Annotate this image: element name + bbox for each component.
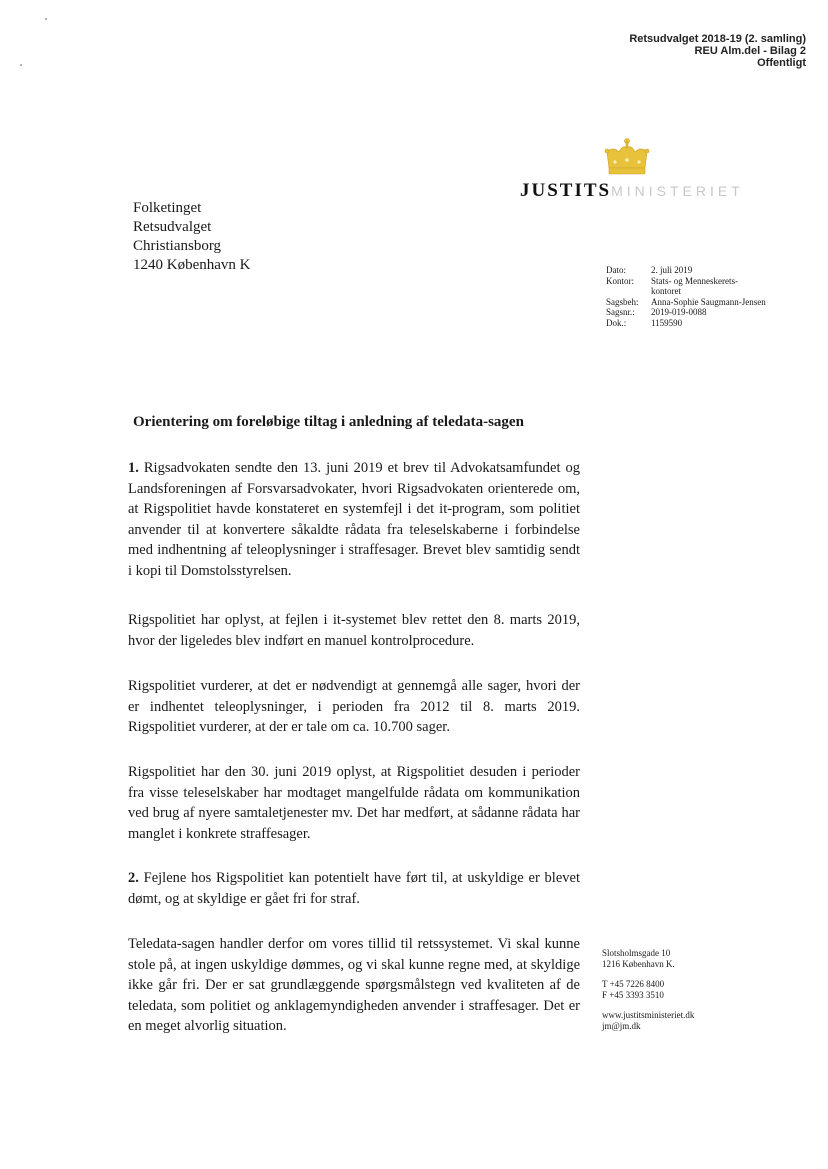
paragraph-text: Teledata-sagen handler derfor om vores tillid til retssystemet. Vi skal kunne stole på, at ingen uskyldige dømmes, og vi skal kunne regne med, at skyldige ikke går fri. Der er sat grundlæggende spørgsmålstegn ved kvaliteten af de teledata, som politiet og anklagemyndigheden anvender i straffesager. Det er en meget alvorlig situation. (128, 936, 580, 1034)
meta-value: Anna-Sophie Saugmann-Jensen (651, 296, 766, 307)
crown-icon (603, 138, 651, 176)
section-number: 1. (128, 460, 139, 476)
document-metadata (606, 265, 766, 328)
paragraph-2 (128, 610, 580, 651)
sender-website-link[interactable]: www.justitsministeriet.dk (602, 1010, 695, 1020)
paragraph-6 (128, 934, 580, 1037)
paragraph-text: Rigspolitiet har oplyst, at fejlen i it-systemet blev rettet den 8. marts 2019, hvor der ligeledes blev indført en manuel kontrolprocedure. (128, 612, 580, 649)
meta-row-office (606, 276, 766, 297)
scan-speck (45, 18, 47, 20)
stamp-line: REU Alm.del - Bilag 2 (694, 45, 806, 57)
sender-info (602, 948, 694, 1032)
meta-row-document (606, 318, 766, 329)
meta-row-date (606, 265, 766, 276)
paragraph-4 (128, 762, 580, 844)
address-line: Christiansborg (133, 238, 222, 254)
paragraph-3 (128, 676, 580, 738)
meta-label: Sagsbeh: (606, 296, 639, 307)
paragraph-text: Rigspolitiet vurderer, at det er nødvendigt at gennemgå alle sager, hvori der er indhentet teleoplysninger, i perioden fra 2012 til 8. marts 2019. Rigspolitiet vurderer, at der er tale om ca. 10.700 sager. (128, 678, 580, 735)
sender-email-link[interactable]: jm@jm.dk (602, 1021, 641, 1031)
stamp-line: Retsudvalget 2018-19 (2. samling) (629, 33, 806, 45)
paragraph-5 (128, 868, 580, 909)
sender-street: Slotsholmsgade 10 (602, 948, 671, 958)
paragraph-1 (128, 458, 580, 581)
meta-value: 2. juli 2019 (651, 265, 693, 275)
sender-phone: T +45 7226 8400 (602, 979, 665, 989)
meta-value: Stats- og Menneskerets-kontoret (651, 275, 738, 296)
logo-part-bold: JUSTITS (520, 180, 612, 201)
letter-subject: Orientering om foreløbige tiltag i anledning af teledata-sagen (133, 414, 524, 430)
address-line: Folketinget (133, 200, 202, 216)
stamp-line: Offentligt (757, 57, 806, 69)
meta-row-case-number (606, 307, 766, 318)
meta-value: 2019-019-0088 (651, 307, 707, 317)
recipient-address (133, 199, 250, 275)
paragraph-text: Fejlene hos Rigspolitiet kan potentielt have ført til, at uskyldige er blevet dømt, og at skyldige er gået fri for straf. (128, 870, 580, 907)
meta-value: 1159590 (651, 317, 683, 328)
section-number: 2. (128, 870, 139, 886)
address-line: 1240 København K (133, 257, 251, 273)
document-stamp (629, 33, 806, 69)
logo-part-light: MINISTERIET (611, 183, 744, 199)
meta-row-handler (606, 297, 766, 308)
meta-label: Dato: (606, 265, 626, 275)
scan-speck (20, 64, 22, 66)
sender-city: 1216 København K. (602, 959, 675, 969)
sender-fax: F +45 3393 3510 (602, 990, 664, 1000)
meta-label: Dok.: (606, 317, 627, 328)
ministry-logo (520, 180, 744, 202)
paragraph-text: Rigsadvokaten sendte den 13. juni 2019 et brev til Advokatsamfundet og Landsforeningen af Forsvarsadvokater, hvori Rigsadvokaten orienterede om, at Rigspolitiet havde konstateret en systemfejl i det it-program, som politiet anvender til at konvertere såkaldte rådata fra teleselskaberne i forbindelse med indhentning af teleoplysninger i straffesager. Brevet blev samtidig sendt i kopi til Domstolsstyrelsen. (128, 460, 580, 579)
meta-label: Kontor: (606, 275, 634, 286)
address-line: Retsudvalget (133, 219, 212, 235)
paragraph-text: Rigspolitiet har den 30. juni 2019 oplyst, at Rigspolitiet desuden i perioder fra visse teleselskaber har modtaget mangelfulde rådata om kommunikation ved brug af nyere samtaletjenester mv. Det har medført, at sådanne rådata har manglet i konkrete straffesager. (128, 764, 580, 842)
meta-label: Sagsnr.: (606, 307, 635, 317)
